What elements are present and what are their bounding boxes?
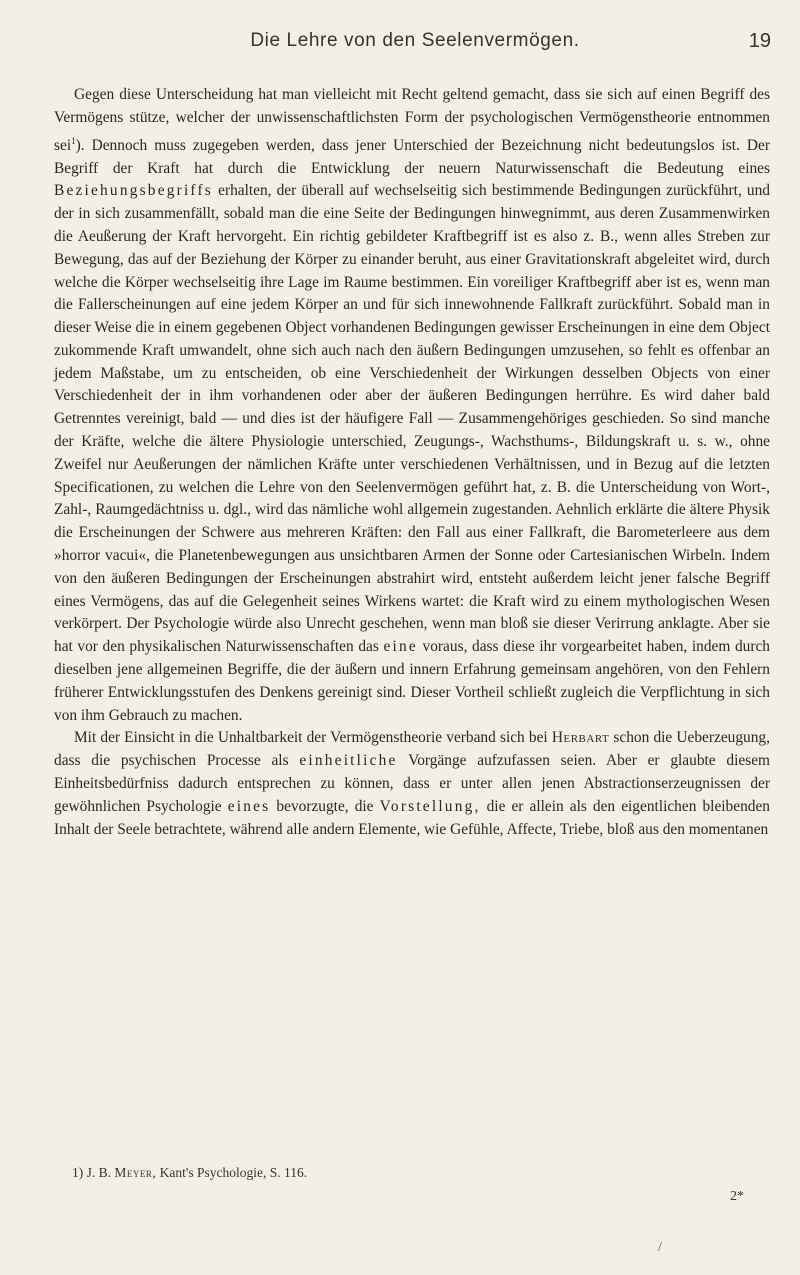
stray-mark: / [658, 1240, 662, 1255]
emphasized-term: einheitliche [299, 752, 398, 770]
paragraph-1 [54, 84, 770, 727]
text-run: ). Dennoch muss zugegeben werden, dass jener Unterschied der Bezeichnung nicht bedeutungslos ist. Der Begriff der Kraft hat durch die Entwicklung der neuern Naturwissenschaft die Bedeutung eines [54, 136, 770, 177]
footnote-author: Meyer, [114, 1165, 157, 1180]
text-run: Gegen diese Unterscheidung hat man vielleicht mit Recht geltend gemacht, dass sie sich auf einen Begriff des Vermögens stütze, welcher der unwissenschaftlichsten Form der psychologischen Vermögenstheorie entnommen sei [54, 86, 770, 154]
emphasized-term: eine [383, 638, 418, 656]
text-run: die er allein als den eigentlichen bleibenden Inhalt der Seele betrachtete, während alle andern Elemente, wie Gefühle, Affecte, Triebe, bloß aus den momentanen [54, 797, 770, 838]
footnote-reference: 1 [71, 135, 76, 146]
printer-signature: 2* [730, 1189, 744, 1204]
text-run: schon die Ueberzeugung, dass die psychischen Processe als [54, 729, 770, 770]
emphasized-term: Vorstellung, [379, 797, 481, 815]
emphasized-term: eines [227, 797, 271, 815]
text-run: Mit der Einsicht in die Unhaltbarkeit der Vermögenstheorie verband sich bei [74, 729, 548, 747]
author-name: Herbart [551, 729, 610, 747]
footnote [72, 1165, 772, 1181]
text-run: voraus, dass diese ihr vorgearbeitet haben, indem durch dieselben jene allgemeinen Begriffe, die der äußern und innern Erfahrung gemeinsam angehören, von den Fehlern früherer Entwicklungsstufen des Denkens gereinigt sind. Dieser Vortheil schließt zugleich die Verpflichtung in sich von ihm Gebrauch zu machen. [54, 638, 770, 724]
footnote-initials: J. B. [86, 1165, 112, 1180]
footnote-text: Kant's Psychologie, S. 116. [159, 1165, 308, 1180]
paragraph-2 [54, 727, 770, 841]
text-run: bevorzugte, die [276, 797, 374, 815]
text-run: Vorgänge aufzufassen seien. Aber er glaubte diesem Einheitsbedürfniss dadurch entsprechen zu können, dass er unter allen jenen Abstractionserzeugnissen der gewöhnlichen Psychologie [54, 752, 770, 815]
emphasized-term: Beziehungsbegriffs [54, 182, 213, 200]
footnote-marker: 1) [72, 1165, 84, 1180]
running-title: Die Lehre von den Seelenvermögen. [250, 30, 580, 51]
page-number: 19 [748, 30, 771, 52]
text-run: erhalten, der überall auf wechselseitig sich bestimmende Bedingungen zurückführt, und der in sich zusammenfällt, sobald man die eine Seite der Bedingungen hinwegnimmt, aus deren Zusammenwirken die Aeußerung der Kraft hervorgeht. Ein richtig gebildeter Kraftbegriff ist es also z. B., wenn alles Streben zur Bewegung, das auf der Beziehung der Körper zu einander beruht, aus einer Gravitationskraft abgeleitet wird, durch welche die Körper wechselseitig ihre Lage im Raume bestimmen. Ein voreiliger Kraftbegriff aber ist es, wenn man die Fallerscheinungen auf eine jedem Körper an und für sich innewohnende Fallkraft zurückführt. Sobald man in dieser Weise die in einem gegebenen Object vorhandenen Bedingungen gewisser Erscheinungen in eine dem Object zukommende Kraft umwandelt, ohne sich auch nach den äußern Bedingungen umzusehen, so fehlt es offenbar an jedem Maßstabe, um zu entscheiden, ob eine Verschiedenheit der Wirkungen desselben Objects von einer Verschiedenheit der in ihm vorhandenen oder aber der äußeren Bedingungen herrühre. Es wird daher bald Getrenntes vereinigt, bald — und dies ist der häufigere Fall — Zusammengehöriges geschieden. So sind manche der Kräfte, welche die ältere Physiologie unterschied, Zeugungs-, Wachsthums-, Bildungskraft u. s. w., ohne Zweifel nur Aeußerungen der nämlichen Kräfte unter verschiedenen Verhältnissen, und in Bezug auf die letzten Specificationen, zu welchen die Lehre von den Seelenvermögen geführt hat, z. B. die Unterscheidung von Wort-, Zahl-, Raumgedächtniss u. dgl., wird das nämliche wohl allgemein zugestanden. Aehnlich erklärte die ältere Physik die Erscheinungen der Schwere aus mehreren Kräften: den Fall aus einer Fallkraft, die Barometerleere aus dem »horror vacui«, die Planetenbewegungen aus unsichtbaren Armen der Sonne oder Cartesianischen Wirbeln. Indem von den äußeren Bedingungen der Erscheinungen abstrahirt wird, entsteht außerdem leicht jener falsche Begriff eines Vermögens, das auf die Gelegenheit seines Wirkens wartet: die Kraft wird zu einem mythologischen Wesen verkörpert. Der Psychologie würde also Unrecht geschehen, wenn man bloß sie dieser Verirrung anklagte. Aber sie hat vor den physikalischen Naturwissenschaften das [54, 182, 770, 656]
main-text [54, 84, 770, 841]
page-header [55, 30, 775, 60]
